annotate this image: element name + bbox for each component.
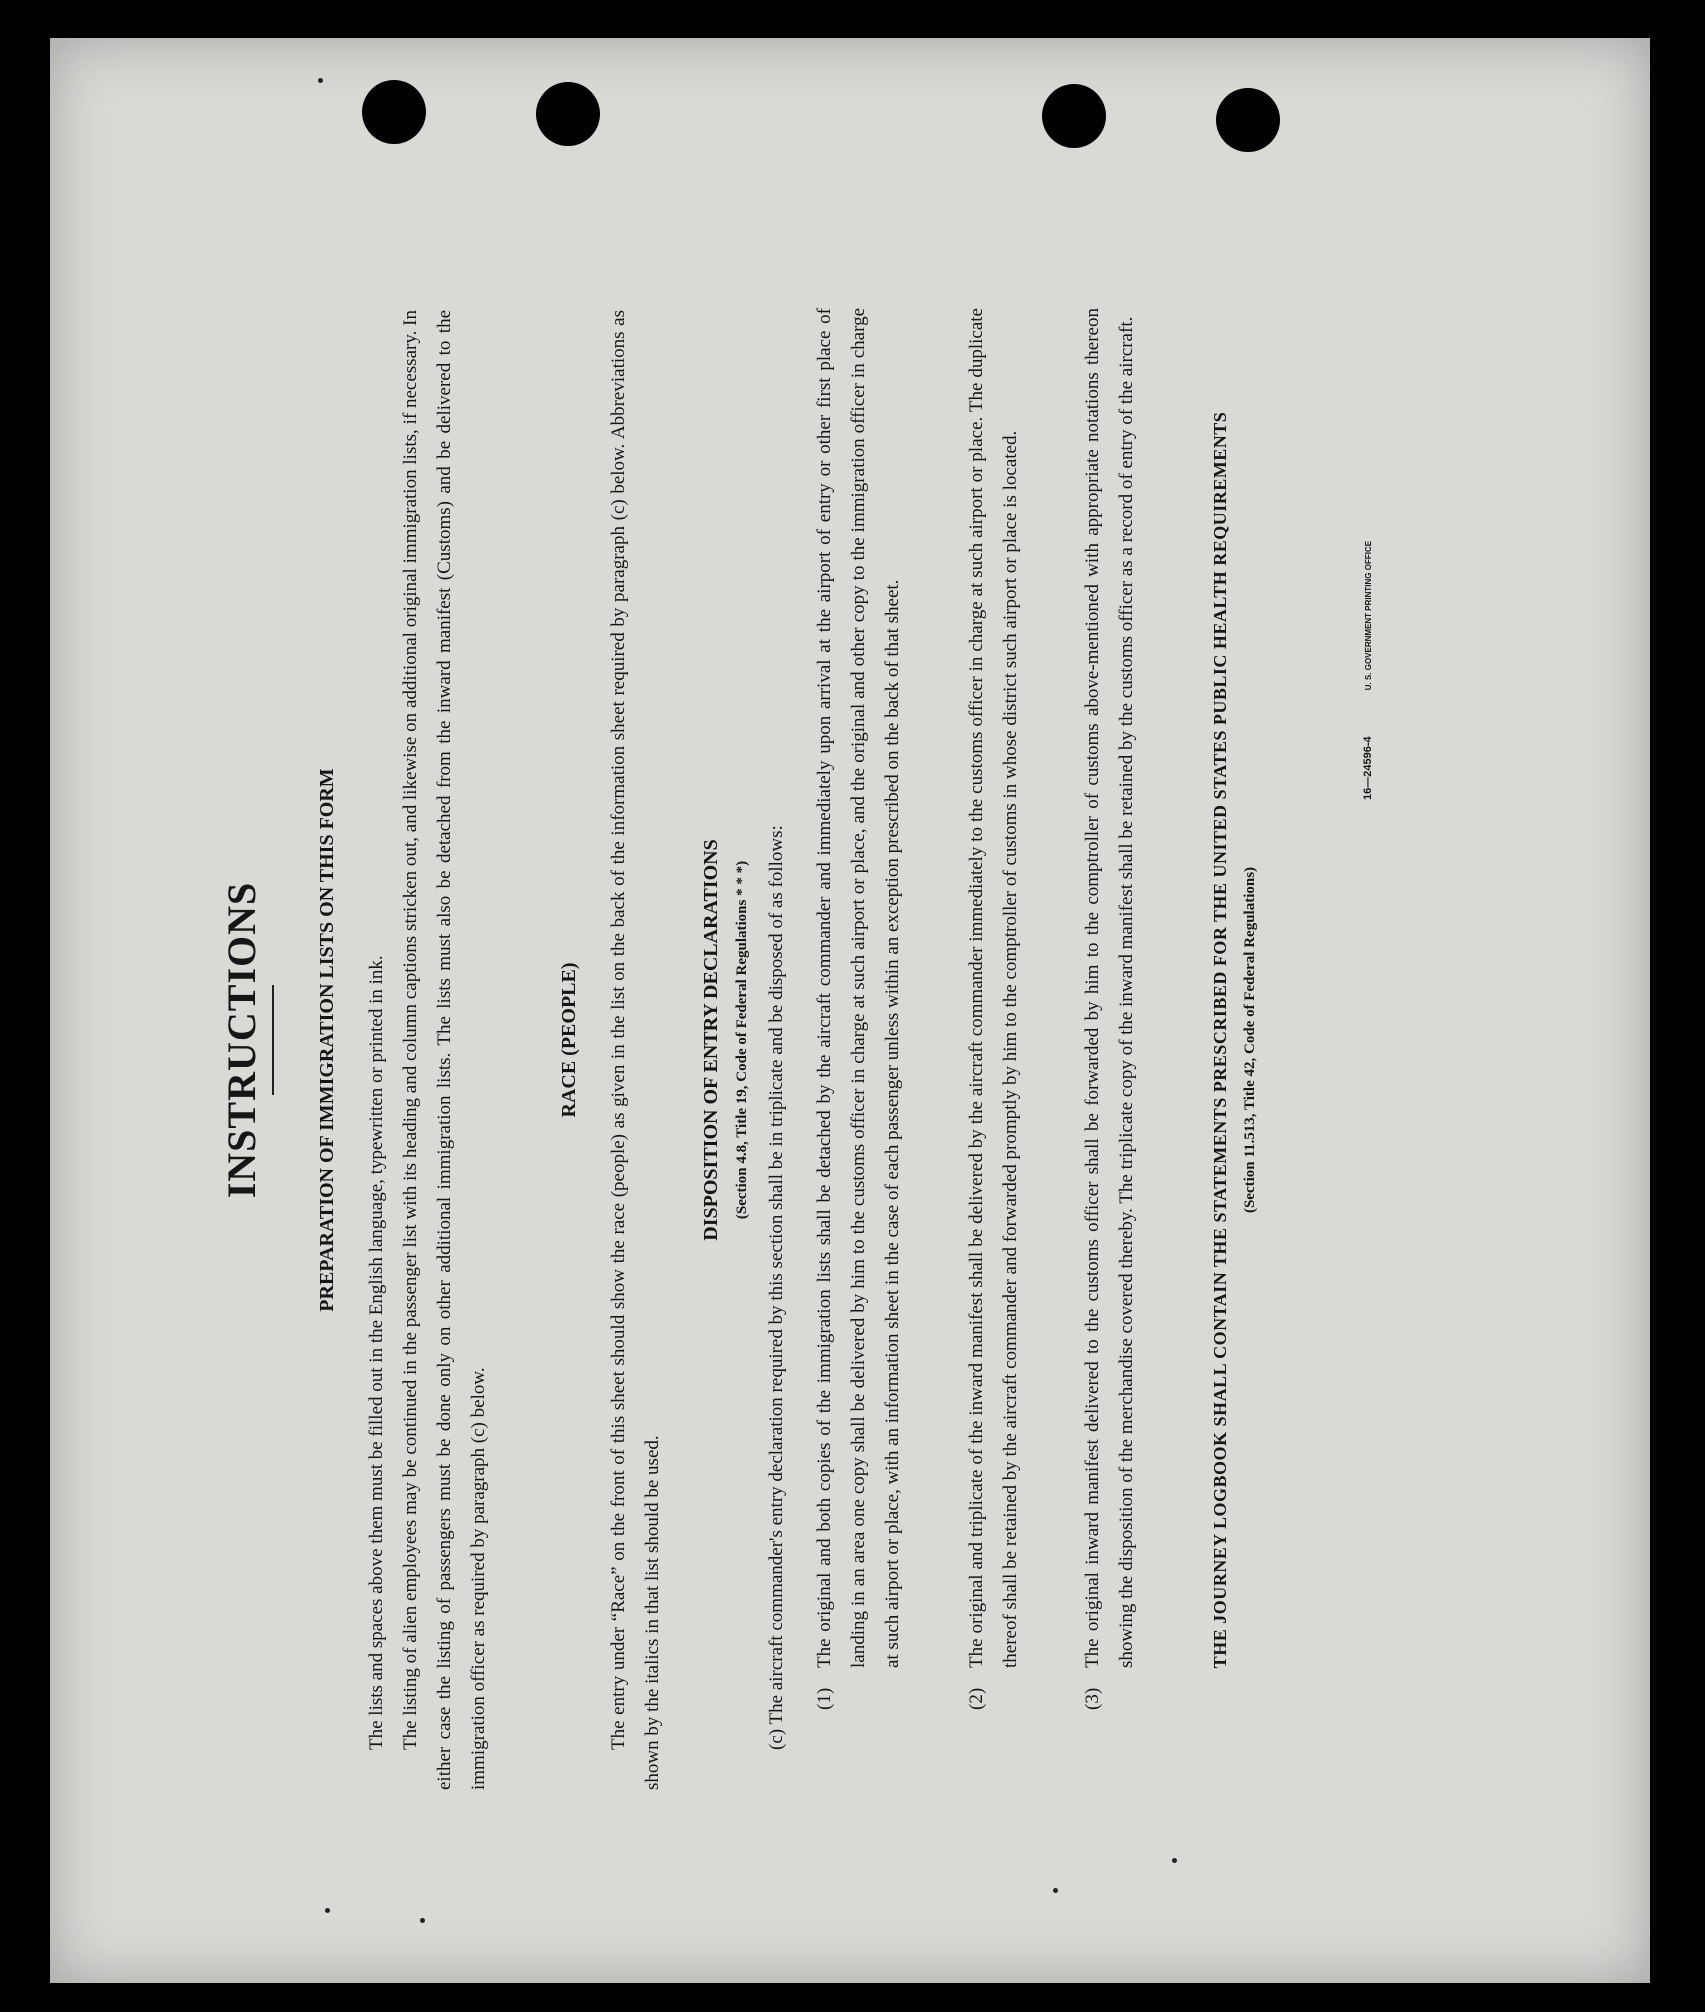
punch-hole-3: [1042, 84, 1106, 148]
preparation-heading: PREPARATION OF IMMIGRATION LISTS ON THIS FORM: [316, 768, 338, 1312]
disposition-item-1: [808, 308, 910, 1710]
item-number: (3): [1082, 1687, 1103, 1710]
race-paragraph: The entry under “Race” on the front of this sheet should show the race (people) as given in the list on the back of the information sheet required by paragraph (c) below. Abbreviations as shown by the italics in that list should be used.: [608, 310, 663, 1790]
speck: [420, 1918, 425, 1923]
journey-logbook-heading: THE JOURNEY LOGBOOK SHALL CONTAIN THE STATEMENTS PRESCRIBED FOR THE UNITED STATES PUBLIC HEALTH REQUIREMENTS: [1210, 411, 1230, 1669]
disposition-subheading: (Section 4.8, Title 19, Code of Federal Regulations * * *): [734, 860, 750, 1220]
disposition-intro: (c) The aircraft commander's entry declaration required by this section shall be in triplicate and be disposed of as follows:: [766, 825, 787, 1750]
disposition-heading: DISPOSITION OF ENTRY DECLARATIONS: [700, 839, 722, 1241]
title-rule: [272, 985, 274, 1095]
preparation-paragraph-1: The lists and spaces above them must be filled out in the English language, typewritten or printed in ink.: [366, 955, 387, 1750]
form-number-text: 16—24596-4: [1362, 736, 1374, 800]
form-number: [1362, 541, 1374, 800]
punch-hole-2: [536, 82, 600, 146]
journey-logbook-subheading: (Section 11.513, Title 42, Code of Federal Regulations): [1242, 866, 1258, 1214]
disposition-item-2: [960, 308, 1028, 1710]
page-title: INSTRUCTIONS: [219, 881, 264, 1199]
speck: [325, 1908, 330, 1913]
item-number: (2): [966, 1687, 987, 1710]
speck: [318, 78, 323, 83]
item-text: The original inward manifest delivered to the customs officer shall be forwarded by him to the comptroller of customs above-mentioned with appropriate notations thereon showing the disposition of the merchandise covered thereby. The triplicate copy of the inward manifest shall be retained by the customs officer as a record of entry of the aircraft.: [1082, 308, 1137, 1668]
item-text: The original and triplicate of the inward manifest shall be delivered by the aircraft commander immediately to the customs officer in charge at such airport or place. The duplicate thereof shall be retained by the aircraft commander and forwarded promptly by him to the comptroller of customs in whose district such airport or place is located.: [966, 308, 1021, 1668]
punch-hole-1: [362, 80, 426, 144]
printer-text: U. S. GOVERNMENT PRINTING OFFICE: [1364, 540, 1373, 691]
item-text: The original and both copies of the immigration lists shall be detached by the aircraft commander and immediately upon arrival at the airport of entry or other first place of landing in an area one copy shall be delivered by him to the customs officer in charge at such airport or place, and the original and other copy to the immigration officer in charge at such airport or place, with an information sheet in the case of each passenger unless within an exception prescribed on the back of that sheet.: [814, 308, 903, 1668]
disposition-item-3: [1076, 308, 1144, 1710]
item-number: (1): [814, 1687, 835, 1710]
race-heading: RACE (PEOPLE): [558, 962, 580, 1118]
punch-hole-4: [1216, 88, 1280, 152]
preparation-paragraph-2: The listing of alien employees may be continued in the passenger list with its heading and column captions stricken out, and likewise on additional original immigration lists, if necessary. In either case the listing of passengers must be done only on other additional immigration lists. The lists must also be detached from the inward manifest (Customs) and be delivered to the immigration officer as required by paragraph (c) below.: [400, 310, 489, 1790]
rotated-content: [219, 180, 1530, 1900]
